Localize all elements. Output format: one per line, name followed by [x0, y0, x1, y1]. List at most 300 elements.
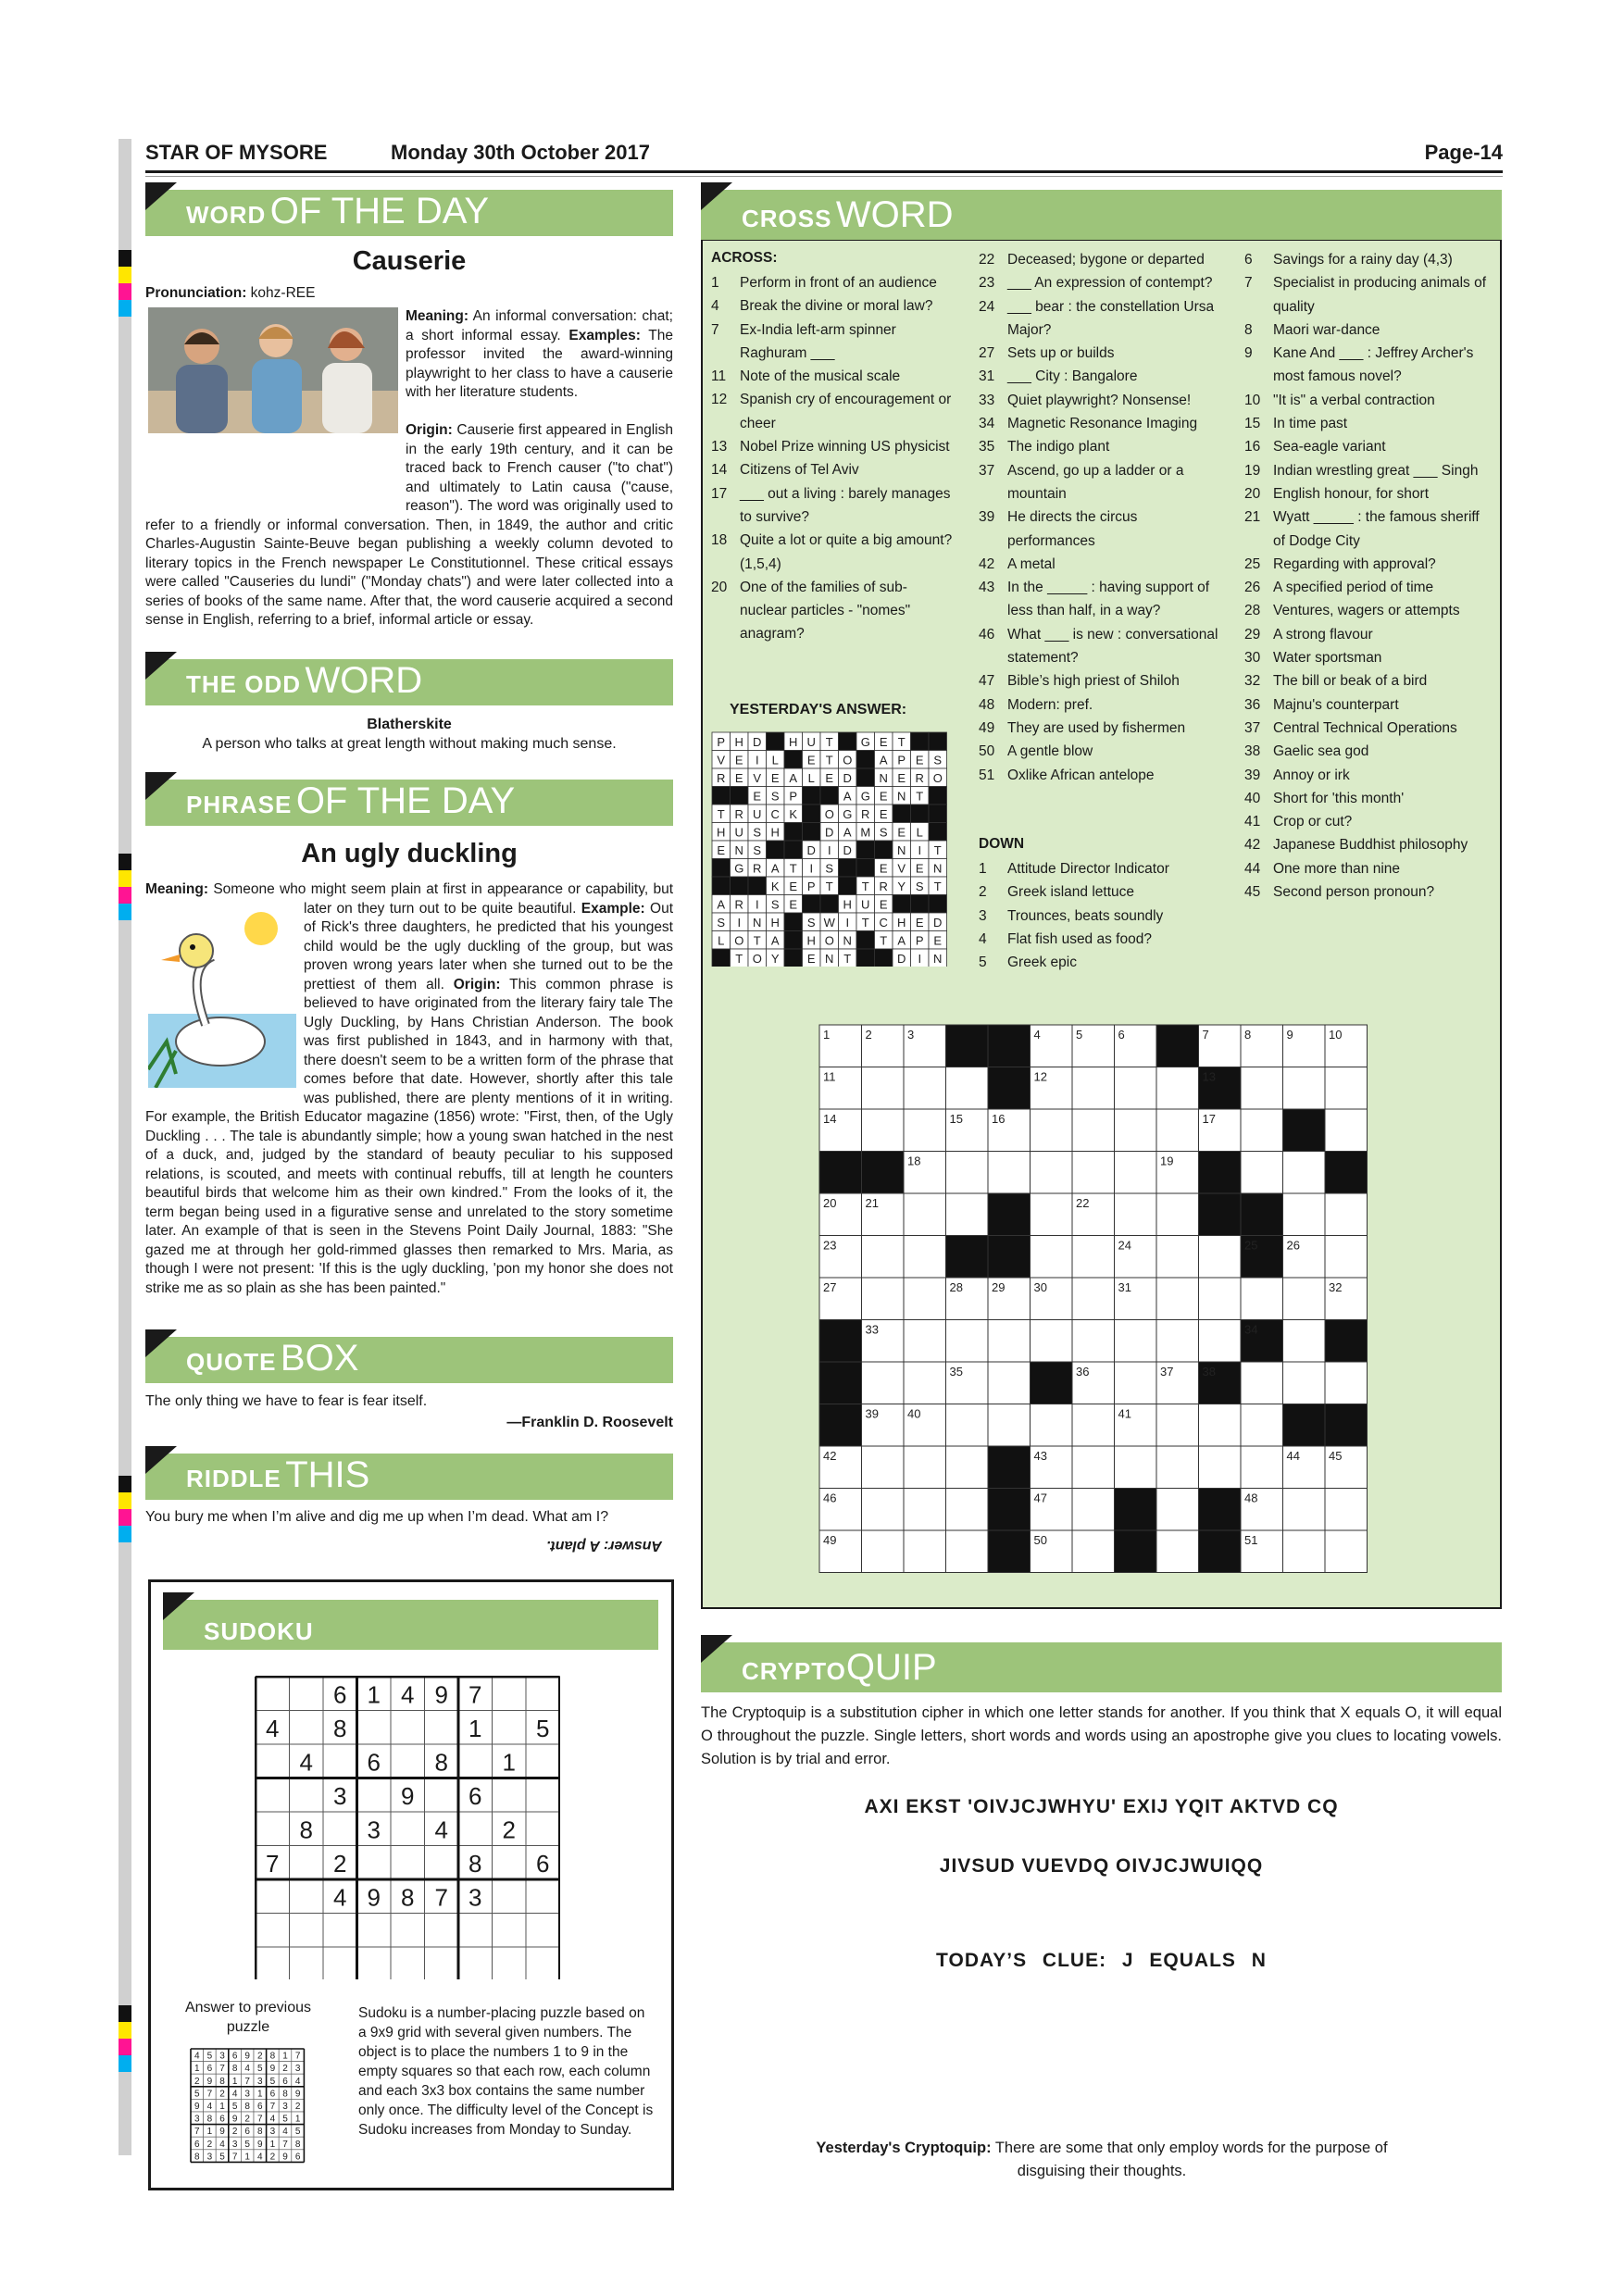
crossword-cell[interactable]	[1241, 1278, 1283, 1320]
black-square	[1325, 1320, 1368, 1363]
sudoku-cell[interactable]	[493, 1846, 527, 1880]
crossword-cell[interactable]	[904, 1362, 946, 1404]
crossword-cell[interactable]	[1072, 1320, 1115, 1363]
sudoku-digit: 4	[333, 1883, 347, 1912]
answer-letter: M	[860, 825, 871, 840]
clue-number: 5	[979, 955, 987, 971]
cell-number: 15	[949, 1112, 963, 1126]
sudoku-cell[interactable]	[256, 1677, 290, 1711]
sudoku-cell[interactable]	[290, 1914, 324, 1948]
crossword-cell[interactable]	[862, 1530, 905, 1573]
sudoku-cell[interactable]	[391, 1879, 425, 1914]
sudoku-cell[interactable]	[290, 1947, 324, 1979]
crossword-grid[interactable]	[818, 1024, 1368, 1574]
sudoku-cell[interactable]	[256, 1778, 290, 1813]
sudoku-cell[interactable]	[391, 1812, 425, 1846]
crossword-cell[interactable]	[1115, 1446, 1157, 1489]
crossword-cell[interactable]	[904, 1236, 946, 1279]
answer-letter: H	[734, 734, 743, 749]
crossword-cell[interactable]	[1156, 1489, 1199, 1531]
crossword-cell[interactable]	[1283, 1193, 1326, 1236]
cell-number: 51	[1244, 1533, 1258, 1547]
sudoku-cell[interactable]	[357, 1914, 392, 1948]
sudoku-digit: 9	[434, 1680, 448, 1709]
crossword-cell[interactable]	[988, 1404, 1031, 1447]
sudoku-digit: 8	[333, 1714, 347, 1742]
sudoku-cell[interactable]	[425, 1947, 459, 1979]
sudoku-cell[interactable]	[391, 1711, 425, 1745]
answer-letter: G	[734, 861, 744, 876]
crossword-cell[interactable]	[1115, 1193, 1157, 1236]
sudoku-cell[interactable]	[425, 1677, 459, 1711]
crossword-cell[interactable]	[1156, 1109, 1199, 1152]
clue-number: 39	[1244, 767, 1261, 783]
crossword-cell[interactable]	[862, 1067, 905, 1110]
sudoku-cell[interactable]	[493, 1914, 527, 1948]
crossword-cell[interactable]	[946, 1152, 989, 1194]
sudoku-cell[interactable]	[425, 1914, 459, 1948]
answer-letter: U	[861, 897, 870, 912]
answer-letter: R	[861, 806, 870, 821]
clue-text: Break the divine or moral law?	[740, 298, 933, 315]
crossword-cell[interactable]	[1072, 1446, 1115, 1489]
answer-digit: 1	[244, 2152, 250, 2163]
answer-digit: 2	[294, 2102, 301, 2113]
sudoku-cell[interactable]	[391, 1778, 425, 1813]
clue-item	[1244, 576, 1494, 599]
clue-item	[1244, 764, 1494, 787]
sudoku-cell[interactable]	[290, 1812, 324, 1846]
example-label: Example:	[581, 900, 645, 917]
crossword-cell[interactable]	[1241, 1404, 1283, 1447]
answer-letter: A	[717, 897, 726, 912]
black-square	[856, 859, 875, 878]
crossword-cell[interactable]	[904, 1278, 946, 1320]
sudoku-cell[interactable]	[458, 1812, 493, 1846]
answer-digit: 9	[244, 2051, 250, 2062]
sudoku-cell[interactable]	[458, 1677, 493, 1711]
clue-item	[979, 459, 1229, 506]
cell-number: 45	[1329, 1449, 1343, 1463]
header-big: THIS	[285, 1454, 370, 1495]
answer-letter: T	[825, 753, 833, 767]
sudoku-cell[interactable]	[458, 1846, 493, 1880]
crossword-cell[interactable]	[1199, 1236, 1242, 1279]
crossword-cell[interactable]	[988, 1152, 1031, 1194]
sudoku-cell[interactable]	[323, 1812, 357, 1846]
crossword-cell[interactable]	[1115, 1152, 1157, 1194]
sudoku-cell[interactable]	[526, 1677, 560, 1711]
answer-digit: 2	[206, 2139, 213, 2150]
sudoku-cell[interactable]	[526, 1846, 560, 1880]
crossword-cell[interactable]	[862, 1109, 905, 1152]
sudoku-cell[interactable]	[357, 1778, 392, 1813]
crossword-cell[interactable]	[1156, 1278, 1199, 1320]
clue-text: "It is" a verbal contraction	[1273, 392, 1435, 408]
clue-item	[979, 623, 1229, 670]
sudoku-cell[interactable]	[256, 1947, 290, 1979]
crossword-cell[interactable]	[1115, 1362, 1157, 1404]
sudoku-cell[interactable]	[357, 1677, 392, 1711]
black-square	[1241, 1193, 1283, 1236]
sudoku-cell[interactable]	[290, 1744, 324, 1778]
sudoku-cell[interactable]	[290, 1711, 324, 1745]
sudoku-cell[interactable]	[493, 1812, 527, 1846]
black-square	[784, 823, 803, 842]
sudoku-cell[interactable]	[290, 1846, 324, 1880]
answer-letter: L	[807, 770, 815, 785]
crossword-cell[interactable]	[946, 1067, 989, 1110]
crossword-cell[interactable]	[1283, 1067, 1326, 1110]
crossword-cell[interactable]	[1031, 1236, 1073, 1279]
crossword-cell[interactable]	[946, 1320, 989, 1363]
crossword-cell[interactable]	[862, 1362, 905, 1404]
answer-digit: 9	[231, 2114, 238, 2125]
crossword-cell[interactable]	[862, 1489, 905, 1531]
sudoku-cell[interactable]	[391, 1677, 425, 1711]
black-square	[1199, 1530, 1242, 1573]
black-square	[712, 787, 731, 805]
clue-text: Ex-India left-arm spinner Raghuram ___	[740, 321, 896, 361]
crossword-cell[interactable]	[1031, 1320, 1073, 1363]
clue-number: 16	[1244, 439, 1261, 455]
answer-letter: N	[734, 842, 743, 857]
crossword-header	[701, 190, 1502, 240]
sudoku-cell[interactable]	[357, 1744, 392, 1778]
crossword-cell[interactable]	[1325, 1489, 1368, 1531]
crossword-cell[interactable]	[1031, 1193, 1073, 1236]
answer-letter: I	[809, 861, 814, 876]
crossword-cell[interactable]	[1156, 1193, 1199, 1236]
yesterday-label: Yesterday's Cryptoquip:	[816, 2140, 992, 2156]
crossword-cell[interactable]	[904, 1067, 946, 1110]
sudoku-cell[interactable]	[526, 1744, 560, 1778]
sudoku-cell[interactable]	[526, 1711, 560, 1745]
pron-value: kohz-REE	[246, 285, 316, 301]
crossword-cell[interactable]	[862, 1278, 905, 1320]
answer-letter: A	[843, 825, 852, 840]
cell-number: 42	[823, 1449, 837, 1463]
sudoku-cell[interactable]	[526, 1914, 560, 1948]
clue-number: 43	[979, 580, 995, 596]
sudoku-cell[interactable]	[323, 1947, 357, 1979]
sudoku-cell[interactable]	[425, 1812, 459, 1846]
crossword-cell[interactable]	[946, 1489, 989, 1531]
crossword-cell[interactable]	[1325, 1109, 1368, 1152]
crossword-cell[interactable]	[1283, 1530, 1326, 1573]
sudoku-digit: 8	[299, 1816, 313, 1844]
answer-letter: P	[789, 789, 798, 804]
word-of-day-title: Causerie	[352, 246, 467, 276]
sudoku-grid[interactable]	[255, 1676, 560, 1979]
answer-letter: P	[717, 734, 726, 749]
sudoku-cell[interactable]	[323, 1778, 357, 1813]
crossword-cell[interactable]	[946, 1193, 989, 1236]
clue-text: In the _____ : having support of less than half, in a way?	[1007, 580, 1210, 619]
sudoku-cell[interactable]	[391, 1744, 425, 1778]
sudoku-cell[interactable]	[458, 1778, 493, 1813]
clue-number: 20	[1244, 485, 1261, 502]
masthead	[145, 139, 1503, 173]
sudoku-cell[interactable]	[526, 1879, 560, 1914]
clue-text: Short for 'this month'	[1273, 790, 1405, 806]
black-square	[988, 1025, 1031, 1067]
sudoku-cell[interactable]	[458, 1914, 493, 1948]
black-square	[856, 949, 875, 967]
black-square	[784, 751, 803, 769]
yesterday-cryptoquip	[796, 2137, 1407, 2183]
crossword-cell[interactable]	[1156, 1067, 1199, 1110]
sudoku-cell[interactable]	[493, 1879, 527, 1914]
black-square	[1283, 1404, 1326, 1447]
sudoku-cell[interactable]	[256, 1711, 290, 1745]
answer-letter: P	[915, 933, 924, 948]
crossword-cell[interactable]	[1199, 1404, 1242, 1447]
clue-item	[979, 295, 1229, 343]
quote-text: The only thing we have to fear is fear itself.	[145, 1393, 428, 1409]
answer-letter: T	[825, 734, 833, 749]
origin-text: Causerie first appeared in English in the early 19th century, and it can be traced back to French causer ("to chat") and ultimately to Latin causa ("cause, reason"). The word was originally used to refer to a friendly or informal conversation. Then, in 1849, the author and critic Charles-Augustin Sainte-Beuve began publishing a weekly column devoted to literary topics in the French newspaper Le Constitutionnel. These critical essays were called "Causeries du lundi" ("Monday chats") and were later collected into a series of books of the same name. After that, the word causerie acquired a second sense in English, referring to a brief, informal article or essay.	[145, 422, 673, 628]
color-mark	[119, 1509, 131, 1526]
crossword-cell[interactable]	[904, 1109, 946, 1152]
crossword-cell[interactable]	[904, 1320, 946, 1363]
crossword-cell[interactable]	[1072, 1236, 1115, 1279]
answer-digit: 5	[194, 2089, 200, 2100]
clue-number: 7	[1244, 275, 1253, 292]
sudoku-cell[interactable]	[290, 1677, 324, 1711]
crossword-cell[interactable]	[1283, 1278, 1326, 1320]
crossword-cell[interactable]	[1115, 1067, 1157, 1110]
clue-item	[979, 905, 1229, 928]
clue-item	[1244, 787, 1494, 810]
crossword-cell[interactable]	[1072, 1152, 1115, 1194]
sudoku-cell[interactable]	[357, 1846, 392, 1880]
color-mark	[119, 870, 131, 887]
answer-letter: L	[718, 933, 725, 948]
crossword-cell[interactable]	[1283, 1362, 1326, 1404]
sudoku-cell[interactable]	[493, 1711, 527, 1745]
black-square	[875, 949, 893, 967]
crossword-cell[interactable]	[1072, 1067, 1115, 1110]
answer-digit: 7	[231, 2152, 238, 2163]
meaning-text: Someone who might seem plain at first in appearance or capability, but later on they turn out to be quite beautiful.	[208, 881, 673, 917]
sudoku-cell[interactable]	[323, 1744, 357, 1778]
crossword-cell[interactable]	[1072, 1530, 1115, 1573]
sudoku-cell[interactable]	[323, 1846, 357, 1880]
crossword-cell[interactable]	[1325, 1193, 1368, 1236]
sudoku-cell[interactable]	[526, 1947, 560, 1979]
crossword-cell[interactable]	[904, 1530, 946, 1573]
sudoku-cell[interactable]	[493, 1677, 527, 1711]
answer-digit: 5	[206, 2051, 213, 2062]
cell-number: 39	[865, 1406, 879, 1421]
clue-text: ___ bear : the constellation Ursa Major?	[1007, 298, 1215, 338]
crossword-cell[interactable]	[1031, 1404, 1073, 1447]
sudoku-cell[interactable]	[458, 1711, 493, 1745]
sudoku-cell[interactable]	[425, 1778, 459, 1813]
answer-digit: 1	[269, 2139, 276, 2150]
corner-triangle	[145, 772, 177, 800]
phrase-of-day-header	[145, 780, 673, 826]
sudoku-cell[interactable]	[290, 1778, 324, 1813]
sudoku-header	[163, 1600, 658, 1650]
crossword-cell[interactable]	[904, 1489, 946, 1531]
clue-item	[711, 576, 954, 646]
sudoku-cell[interactable]	[391, 1947, 425, 1979]
crossword-cell[interactable]	[1156, 1236, 1199, 1279]
crossword-cell[interactable]	[946, 1446, 989, 1489]
sudoku-cell[interactable]	[357, 1812, 392, 1846]
header-big: OF THE DAY	[269, 191, 490, 231]
sudoku-cell[interactable]	[357, 1879, 392, 1914]
sudoku-cell[interactable]	[357, 1947, 392, 1979]
clue-item	[1244, 342, 1494, 389]
sudoku-cell[interactable]	[256, 1879, 290, 1914]
crossword-cell[interactable]	[862, 1236, 905, 1279]
crossword-cell[interactable]	[1199, 1278, 1242, 1320]
answer-letter: O	[824, 933, 834, 948]
header-small: WORD	[186, 201, 267, 229]
crossword-cell[interactable]	[1072, 1109, 1115, 1152]
answer-letter: E	[897, 770, 906, 785]
sudoku-cell[interactable]	[323, 1914, 357, 1948]
clue-item	[1244, 248, 1494, 271]
clue-item	[979, 764, 1229, 787]
answer-digit: 1	[257, 2089, 263, 2100]
crossword-cell[interactable]	[1072, 1489, 1115, 1531]
crossword-cell[interactable]	[1031, 1109, 1073, 1152]
crossword-cell[interactable]	[1325, 1067, 1368, 1110]
sudoku-cell[interactable]	[256, 1846, 290, 1880]
sudoku-cell[interactable]	[391, 1914, 425, 1948]
clue-item	[979, 857, 1229, 880]
float-spacer	[145, 902, 304, 1092]
crossword-cell[interactable]	[1283, 1320, 1326, 1363]
clue-item	[979, 342, 1229, 365]
sudoku-cell[interactable]	[458, 1947, 493, 1979]
crossword-cell[interactable]	[1199, 1446, 1242, 1489]
sudoku-cell[interactable]	[425, 1879, 459, 1914]
crossword-cell[interactable]	[1241, 1109, 1283, 1152]
answer-letter: E	[789, 897, 798, 912]
crossword-cell[interactable]	[1241, 1362, 1283, 1404]
sudoku-cell[interactable]	[256, 1744, 290, 1778]
sudoku-cell[interactable]	[357, 1711, 392, 1745]
sudoku-digit: 6	[468, 1781, 482, 1810]
answer-letter: O	[932, 770, 943, 785]
answer-digit: 7	[257, 2114, 263, 2125]
crossword-cell[interactable]	[1241, 1067, 1283, 1110]
cell-number: 1	[823, 1028, 831, 1042]
sudoku-cell[interactable]	[323, 1879, 357, 1914]
answer-letter: H	[717, 825, 726, 840]
crossword-cell[interactable]	[862, 1446, 905, 1489]
crossword-cell[interactable]	[1072, 1278, 1115, 1320]
clue-text: ___ City : Bangalore	[1007, 368, 1138, 385]
crossword-cell[interactable]	[946, 1404, 989, 1447]
sudoku-cell[interactable]	[323, 1711, 357, 1745]
sudoku-cell[interactable]	[526, 1778, 560, 1813]
sudoku-cell[interactable]	[256, 1914, 290, 1948]
crossword-cell[interactable]	[1156, 1530, 1199, 1573]
sudoku-cell[interactable]	[458, 1879, 493, 1914]
cell-number: 6	[1118, 1028, 1125, 1042]
sudoku-cell[interactable]	[493, 1947, 527, 1979]
black-square	[712, 859, 731, 878]
sudoku-cell[interactable]	[425, 1846, 459, 1880]
answer-letter: U	[734, 825, 743, 840]
sudoku-cell[interactable]	[493, 1778, 527, 1813]
answer-letter: O	[734, 933, 744, 948]
clue-item	[711, 482, 954, 530]
sudoku-cell[interactable]	[425, 1711, 459, 1745]
crossword-cell[interactable]	[1283, 1489, 1326, 1531]
crossword-cell[interactable]	[1156, 1446, 1199, 1489]
word-of-day-header	[145, 190, 673, 236]
sudoku-cell[interactable]	[391, 1846, 425, 1880]
answer-letter: D	[825, 825, 834, 840]
answer-letter: E	[915, 915, 924, 930]
black-square	[820, 787, 839, 805]
crossword-cell[interactable]	[904, 1193, 946, 1236]
clue-text: A strong flavour	[1273, 626, 1373, 643]
odd-word-definition: A person who talks at great length without making much sense.	[202, 736, 617, 752]
crossword-cell[interactable]	[1325, 1236, 1368, 1279]
clue-text: Flat fish used as food?	[1007, 930, 1152, 947]
clue-item	[711, 318, 954, 366]
crossword-cell[interactable]	[1241, 1446, 1283, 1489]
crossword-cell[interactable]	[988, 1362, 1031, 1404]
sudoku-cell[interactable]	[526, 1812, 560, 1846]
answer-letter: N	[843, 933, 852, 948]
sudoku-cell[interactable]	[256, 1812, 290, 1846]
crossword-cell[interactable]	[1115, 1109, 1157, 1152]
crossword-cell[interactable]	[946, 1530, 989, 1573]
crossword-cell[interactable]	[1283, 1152, 1326, 1194]
clue-item	[979, 435, 1229, 458]
sudoku-cell[interactable]	[290, 1879, 324, 1914]
crossword-cell[interactable]	[1156, 1404, 1199, 1447]
clue-number: 51	[979, 767, 995, 783]
clue-text: Oxlike African antelope	[1007, 767, 1155, 783]
clue-number: 11	[711, 368, 727, 385]
crossword-cell[interactable]	[1156, 1320, 1199, 1363]
answer-letter: H	[897, 915, 906, 930]
crossword-cell[interactable]	[1325, 1362, 1368, 1404]
answer-letter: D	[753, 734, 762, 749]
crossword-cell[interactable]	[1115, 1320, 1157, 1363]
clue-item	[711, 365, 954, 388]
sudoku-cell[interactable]	[425, 1744, 459, 1778]
black-square	[839, 877, 857, 895]
crossword-cell[interactable]	[988, 1320, 1031, 1363]
sudoku-cell[interactable]	[323, 1677, 357, 1711]
crossword-cell[interactable]	[1199, 1320, 1242, 1363]
crossword-cell[interactable]	[1031, 1152, 1073, 1194]
crossword-cell[interactable]	[904, 1446, 946, 1489]
sudoku-cell[interactable]	[458, 1744, 493, 1778]
clue-item	[1244, 717, 1494, 740]
crossword-cell[interactable]	[1241, 1152, 1283, 1194]
answer-digit: 3	[294, 2064, 301, 2075]
crossword-cell[interactable]	[1325, 1530, 1368, 1573]
answer-letter: E	[915, 753, 924, 767]
black-square	[1325, 1404, 1368, 1447]
answer-letter: I	[755, 753, 759, 767]
clue-text: Sets up or builds	[1007, 345, 1115, 362]
crossword-cell[interactable]	[1072, 1404, 1115, 1447]
sudoku-cell[interactable]	[493, 1744, 527, 1778]
